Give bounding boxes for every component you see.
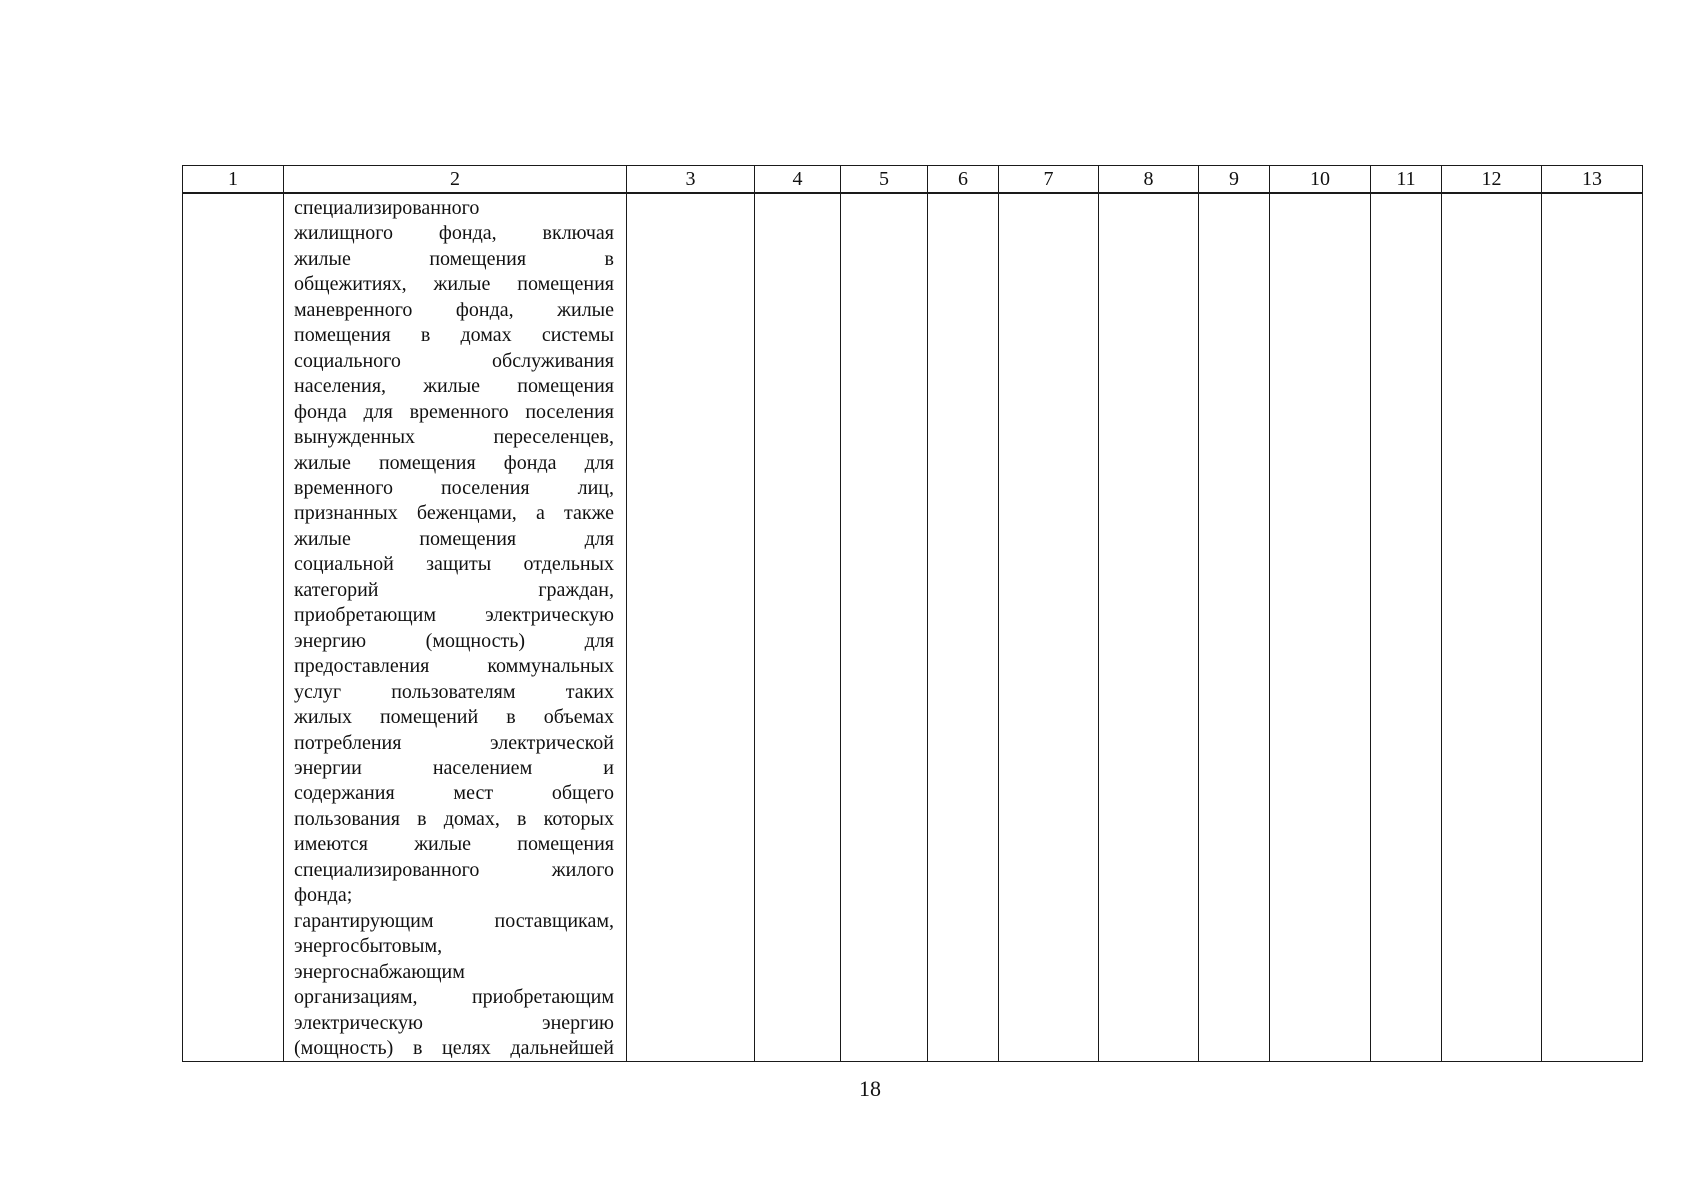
table-cell-col-3 bbox=[627, 193, 755, 1062]
column-number-9: 9 bbox=[1199, 166, 1270, 194]
cell-text-line: признанных беженцами, а также bbox=[294, 502, 614, 525]
table-cell-col-4 bbox=[755, 193, 841, 1062]
cell-text-line: фонда; bbox=[294, 884, 353, 907]
tariff-table bbox=[182, 165, 1643, 1062]
table-cell-col-5 bbox=[841, 193, 928, 1062]
cell-text-line: содержания мест общего bbox=[294, 782, 614, 805]
cell-text-line: энергосбытовым, bbox=[294, 935, 443, 958]
cell-text-line: потребления электрической bbox=[294, 731, 614, 754]
cell-text-line: пользования в домах, в которых bbox=[294, 807, 614, 830]
table-cell-col-9 bbox=[1199, 193, 1270, 1062]
cell-text-line: жилые помещения фонда для bbox=[294, 451, 614, 474]
column-number-1: 1 bbox=[183, 166, 284, 194]
page-number: 18 bbox=[859, 1076, 881, 1101]
cell-text-line: приобретающим электрическую bbox=[294, 604, 614, 627]
table-cell-col-7 bbox=[999, 193, 1099, 1062]
table-cell-col-13 bbox=[1542, 193, 1643, 1062]
cell-text-line: жилых помещений в объемах bbox=[294, 706, 614, 729]
table-row bbox=[183, 193, 1643, 1062]
column-number-7: 7 bbox=[999, 166, 1099, 194]
cell-text-line: жилищного фонда, включая bbox=[294, 222, 614, 245]
column-number-10: 10 bbox=[1270, 166, 1371, 194]
cell-text-line: специализированного bbox=[294, 197, 480, 219]
cell-text-line: фонда для временного поселения bbox=[294, 400, 614, 423]
table-cell-col-8 bbox=[1099, 193, 1199, 1062]
cell-text-line: электрическую энергию bbox=[294, 1011, 614, 1034]
column-number-6: 6 bbox=[928, 166, 999, 194]
cell-text-line: гарантирующим поставщикам, bbox=[294, 909, 614, 932]
cell-text-line: жилые помещения для bbox=[294, 527, 614, 550]
cell-text-line: энергоснабжающим bbox=[294, 960, 465, 983]
table-cell-col-10 bbox=[1270, 193, 1371, 1062]
cell-text-line: населения, жилые помещения bbox=[294, 375, 614, 398]
cell-text-line: энергии населением и bbox=[294, 756, 614, 779]
column-number-4: 4 bbox=[755, 166, 841, 194]
column-number-13: 13 bbox=[1542, 166, 1643, 194]
column-number-2: 2 bbox=[284, 166, 627, 194]
cell-text-line: услуг пользователям таких bbox=[294, 680, 614, 703]
cell-text-line: имеются жилые помещения bbox=[294, 833, 614, 856]
cell-text-line: помещения в домах системы bbox=[294, 324, 614, 347]
table-cell-col-1 bbox=[183, 193, 284, 1062]
table-cell-description bbox=[284, 193, 627, 1062]
cell-text-line: вынужденных переселенцев, bbox=[294, 426, 614, 449]
column-number-row bbox=[183, 166, 1643, 194]
table-cell-col-11 bbox=[1371, 193, 1442, 1062]
cell-text-line: временного поселения лиц, bbox=[294, 476, 614, 499]
cell-text-line: энергию (мощность) для bbox=[294, 629, 614, 652]
column-number-3: 3 bbox=[627, 166, 755, 194]
cell-text-line: предоставления коммунальных bbox=[294, 655, 614, 678]
table-cell-col-12 bbox=[1442, 193, 1542, 1062]
cell-text-line: организациям, приобретающим bbox=[294, 986, 614, 1009]
cell-text-line: специализированного жилого bbox=[294, 858, 614, 881]
cell-text-line: категорий граждан, bbox=[294, 578, 614, 601]
column-number-11: 11 bbox=[1371, 166, 1442, 194]
table-cell-col-6 bbox=[928, 193, 999, 1062]
cell-text-line: социальной защиты отдельных bbox=[294, 553, 614, 576]
cell-text-line: маневренного фонда, жилые bbox=[294, 298, 614, 321]
cell-text-line: (мощность) в целях дальнейшей bbox=[294, 1036, 614, 1059]
column-number-8: 8 bbox=[1099, 166, 1199, 194]
cell-text-line: общежитиях, жилые помещения bbox=[294, 273, 614, 296]
column-number-5: 5 bbox=[841, 166, 928, 194]
cell-text-line: жилые помещения в bbox=[294, 247, 614, 270]
cell-text-line: социального обслуживания bbox=[294, 349, 614, 372]
column-number-12: 12 bbox=[1442, 166, 1542, 194]
